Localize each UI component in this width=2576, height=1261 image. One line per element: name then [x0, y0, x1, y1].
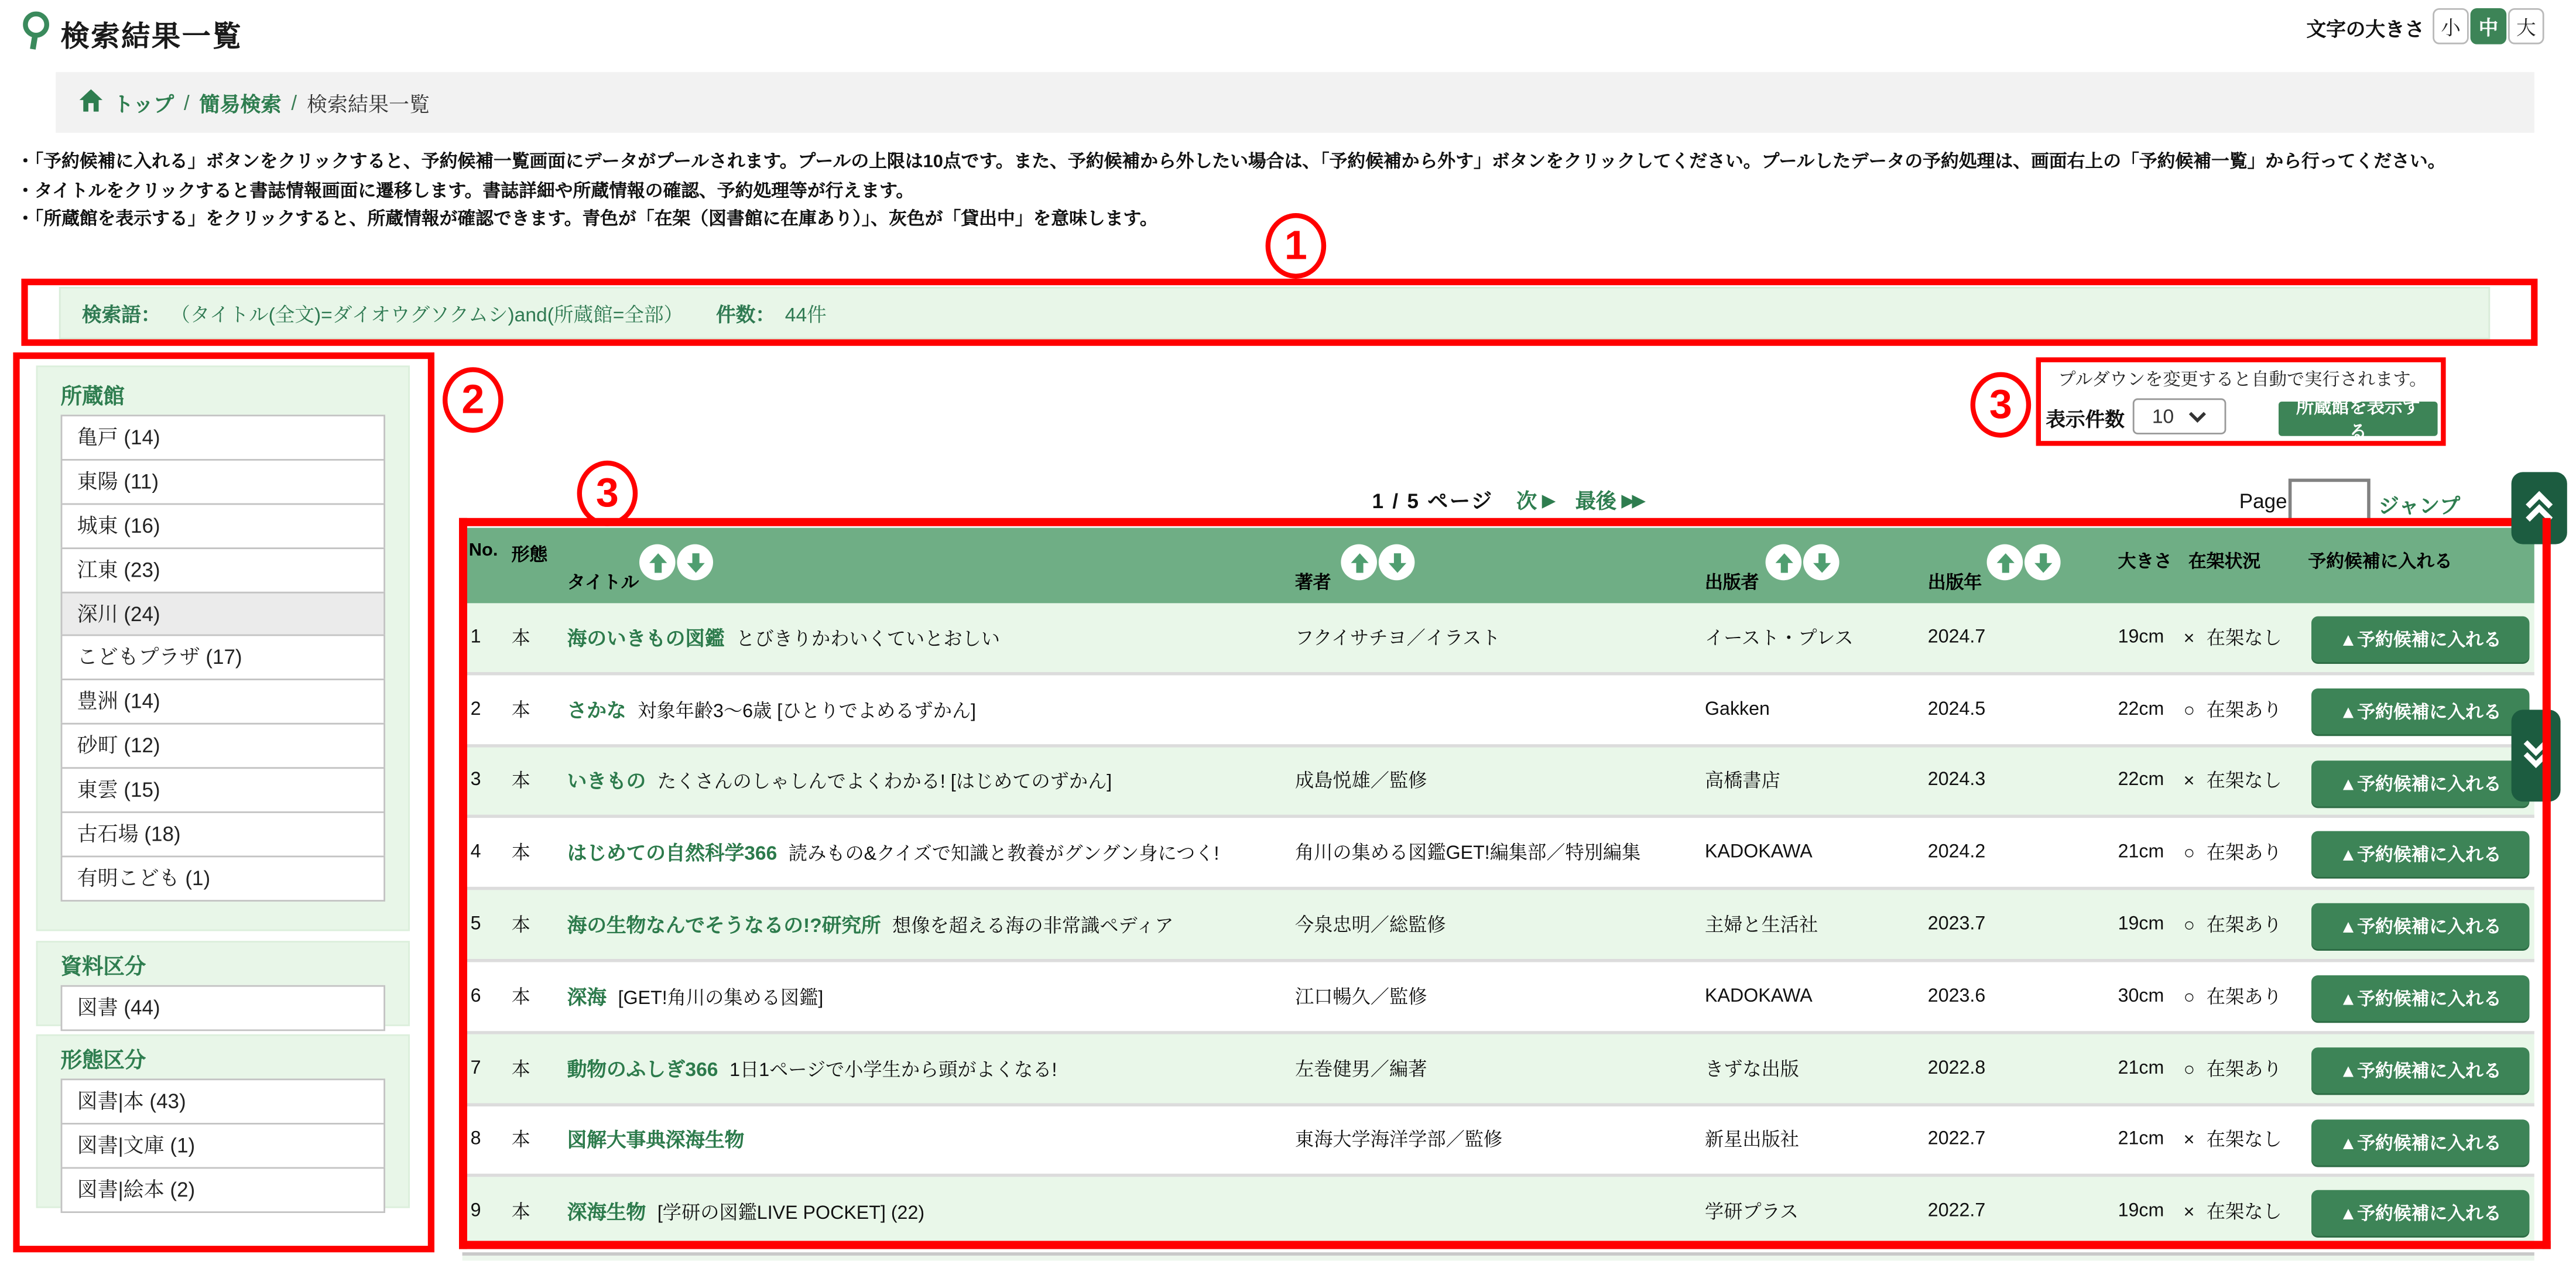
chevron-down-icon: [2188, 405, 2207, 428]
facet-item[interactable]: 図書 (44): [61, 985, 385, 1031]
row-format: 本: [511, 916, 530, 937]
row-year: 2024.7: [1927, 628, 1986, 647]
row-size: 19cm: [2118, 914, 2164, 935]
add-reserve-button[interactable]: ▲予約候補に入れる: [2311, 903, 2529, 949]
pagination: [1372, 485, 1643, 515]
search-query: （タイトル(全文)=ダイオウグソクムシ)and(所蔵館=全部）: [170, 302, 684, 325]
annotation-circle-3b: 3: [577, 461, 638, 526]
add-reserve-button[interactable]: ▲予約候補に入れる: [2311, 1191, 2529, 1236]
sort-publisher-desc-icon[interactable]: [1803, 544, 1839, 581]
row-format: 本: [511, 844, 530, 865]
row-status: [2184, 1127, 2282, 1153]
instruction-line: ・「所蔵館を表示する」をクリックすると、所蔵情報が確認できます。青色が「在架（図書館に在庫あり）」、灰色が「貸出中」を意味します。: [16, 210, 1158, 229]
chevron-double-down-icon: [2520, 730, 2553, 781]
text-size-large-button[interactable]: 大: [2508, 8, 2544, 44]
facet-item[interactable]: 図書|本 (43): [61, 1078, 385, 1124]
add-reserve-button[interactable]: ▲予約候補に入れる: [2311, 975, 2529, 1021]
row-size: 21cm: [2118, 1130, 2164, 1150]
pagination-last-label: 最後: [1575, 490, 1616, 513]
row-status: [2184, 839, 2282, 866]
row-number: 1: [470, 628, 481, 647]
facet-item[interactable]: 図書|文庫 (1): [61, 1123, 385, 1169]
row-size: 21cm: [2118, 842, 2164, 863]
row-format: 本: [511, 1203, 530, 1224]
add-reserve-button[interactable]: ▲予約候補に入れる: [2311, 760, 2529, 806]
title-subtitle: [学研の図鑑LIVE POCKET] (22): [657, 1204, 925, 1224]
sort-author-asc-icon[interactable]: [1341, 544, 1377, 581]
facet-item[interactable]: 図書|絵本 (2): [61, 1167, 385, 1212]
row-status: [2184, 624, 2282, 650]
status-mark: ○: [2183, 1060, 2195, 1080]
row-number: 3: [470, 771, 481, 791]
row-year: 2024.3: [1927, 771, 1986, 791]
pagination-next-link[interactable]: [1516, 485, 1553, 515]
text-size-medium-button[interactable]: 中: [2471, 8, 2507, 44]
col-header-publisher: 出版者: [1705, 574, 1759, 594]
title-link[interactable]: 海の生物なんでそうなるの!?研究所: [567, 914, 881, 937]
title-link[interactable]: いきもの: [567, 770, 646, 794]
breadcrumb-link-top[interactable]: トップ: [113, 92, 174, 116]
row-status: [2184, 1055, 2282, 1081]
status-text: 在架あり: [2206, 1060, 2282, 1080]
row-number: 8: [470, 1130, 481, 1150]
row-year: 2023.7: [1927, 914, 1986, 935]
row-author: フクイサチヨ／イラスト: [1295, 629, 1501, 649]
facet-panel-holding-library: [36, 365, 410, 931]
sort-publisher-asc-icon[interactable]: [1766, 544, 1802, 581]
page-jump-button[interactable]: ジャンプ: [2378, 495, 2461, 518]
row-title-cell: [567, 623, 1000, 652]
col-header-author: 著者: [1295, 574, 1331, 594]
home-icon: [78, 88, 103, 117]
row-year: 2024.2: [1927, 842, 1986, 863]
facet-list: [61, 985, 385, 1031]
annotation-rect-3b-right: [2543, 518, 2551, 1249]
table-header: [463, 528, 2534, 604]
status-text: 在架なし: [2206, 629, 2282, 649]
row-status: [2184, 696, 2282, 722]
row-author: 角川の集める図鑑GET!編集部／特別編集: [1295, 844, 1641, 865]
row-number: 2: [470, 699, 481, 719]
sort-title-desc-icon[interactable]: [677, 544, 713, 581]
row-publisher: きずな出版: [1705, 1060, 1799, 1080]
title-subtitle: 1日1ページで小学生から頭がよくなる!: [729, 1061, 1057, 1081]
breadcrumb-separator: /: [183, 91, 190, 114]
row-publisher: KADOKAWA: [1705, 986, 1813, 1006]
row-title-cell: [567, 911, 1174, 939]
status-text: 在架あり: [2206, 701, 2282, 721]
row-year: 2023.6: [1927, 986, 1986, 1006]
row-status: [2184, 912, 2282, 938]
add-reserve-button[interactable]: ▲予約候補に入れる: [2311, 1047, 2529, 1093]
next-arrow-icon: ▶: [1542, 491, 1553, 511]
col-header-reserve: 予約候補に入れる: [2308, 552, 2452, 573]
row-author: 東海大学海洋学部／監修: [1295, 1132, 1503, 1152]
status-mark: ×: [2183, 629, 2195, 649]
table-row: [463, 962, 2534, 1034]
add-reserve-button[interactable]: ▲予約候補に入れる: [2311, 688, 2529, 734]
title-link[interactable]: 深海: [567, 985, 607, 1009]
last-arrow-icon: ▶▶: [1621, 491, 1643, 511]
result-count-label: 件数：: [716, 302, 776, 325]
facet-item[interactable]: 江東 (23): [61, 547, 385, 592]
col-header-size: 大きさ: [2118, 552, 2172, 573]
facet-item[interactable]: 東雲 (15): [61, 767, 385, 813]
row-status: [2184, 984, 2282, 1010]
status-mark: ○: [2183, 701, 2195, 721]
chevron-double-up-icon: [2521, 484, 2557, 532]
instruction-line: ・タイトルをクリックすると書誌情報画面に遷移します。書誌詳細や所蔵情報の確認、予約処理等が行えます。: [16, 181, 914, 201]
row-format: 本: [511, 1132, 530, 1152]
table-row: [463, 747, 2534, 819]
row-size: 19cm: [2118, 628, 2164, 647]
row-title-cell: [567, 695, 976, 724]
add-reserve-button[interactable]: ▲予約候補に入れる: [2311, 616, 2529, 662]
row-publisher: 新星出版社: [1705, 1132, 1799, 1152]
search-term-label: 検索語：: [82, 302, 161, 325]
title-link[interactable]: さかな: [567, 698, 626, 722]
status-text: 在架あり: [2206, 988, 2282, 1008]
row-format: 本: [511, 701, 530, 721]
annotation-circle-2: 2: [443, 367, 503, 433]
title-subtitle: 想像を超える海の非常識ペディア: [892, 917, 1174, 937]
row-title-cell: [567, 1198, 924, 1226]
page-jump-label: Page: [2239, 490, 2287, 513]
breadcrumb-current: 検索結果一覧: [306, 92, 430, 116]
row-year: 2022.8: [1927, 1058, 1986, 1078]
table-row: [463, 1106, 2534, 1178]
sort-author-desc-icon[interactable]: [1379, 544, 1415, 581]
search-icon: [20, 10, 54, 61]
add-reserve-button[interactable]: ▲予約候補に入れる: [2311, 832, 2529, 878]
title-link[interactable]: 図解大事典深海生物: [567, 1129, 745, 1153]
status-text: 在架なし: [2206, 1132, 2282, 1152]
text-size-small-button[interactable]: 小: [2433, 8, 2469, 44]
status-text: 在架なし: [2206, 773, 2282, 793]
title-subtitle: 対象年齢3～6歳 [ひとりでよめるずかん]: [638, 701, 977, 722]
result-count: 44件: [785, 302, 827, 325]
search-summary-box: [59, 287, 2490, 340]
facet-item[interactable]: 東陽 (11): [61, 459, 385, 505]
title-subtitle: たくさんのしゃしんでよくわかる! [はじめてのずかん]: [657, 773, 1112, 794]
title-subtitle: 読みもの&クイズで知識と教養がグングン身につく!: [788, 845, 1220, 865]
row-author: 左巻健男／編著: [1295, 1060, 1427, 1080]
instructions: [16, 149, 2445, 235]
status-mark: ×: [2183, 1132, 2195, 1152]
annotation-rect-3b-top: [459, 518, 2551, 526]
facet-item[interactable]: 亀戸 (14): [61, 414, 385, 460]
sort-title-asc-icon[interactable]: [639, 544, 676, 581]
title-link[interactable]: 動物のふしぎ366: [567, 1057, 718, 1081]
facet-list: [61, 1078, 385, 1212]
title-subtitle: [GET!角川の集める図鑑]: [618, 989, 824, 1009]
row-title-cell: [567, 982, 823, 1010]
col-header-no: No.: [468, 541, 498, 561]
status-text: 在架あり: [2206, 844, 2282, 865]
page-title: 検索結果一覧: [60, 19, 243, 53]
per-page-value: 10: [2152, 405, 2174, 428]
row-number: 9: [470, 1202, 481, 1222]
text-size-label: 文字の大きさ: [2306, 18, 2425, 41]
row-status: [2184, 768, 2282, 794]
row-size: 22cm: [2118, 699, 2164, 719]
title-link[interactable]: はじめての自然科学366: [567, 842, 777, 865]
row-number: 6: [470, 986, 481, 1006]
breadcrumb-link-simple-search[interactable]: 簡易検索: [199, 92, 282, 116]
facet-title: 形態区分: [60, 1047, 146, 1072]
row-title-cell: [567, 1054, 1057, 1082]
annotation-circle-1: 1: [1266, 213, 1327, 279]
facet-panel-material-type: [36, 941, 410, 1026]
show-holdings-button[interactable]: 所蔵館を表示する: [2279, 402, 2438, 436]
facet-item[interactable]: 有明こども (1): [61, 855, 385, 901]
facet-item[interactable]: 深川 (24): [61, 591, 385, 637]
row-status: [2184, 1199, 2282, 1225]
annotation-circle-3a: 3: [1971, 372, 2032, 438]
scroll-to-top-button[interactable]: [2512, 472, 2567, 544]
row-year: 2022.7: [1927, 1202, 1986, 1222]
facet-item[interactable]: 古石場 (18): [61, 811, 385, 857]
row-publisher: 学研プラス: [1705, 1203, 1799, 1224]
row-year: 2024.5: [1927, 699, 1986, 719]
col-header-format: 形態: [511, 546, 548, 566]
row-format: 本: [511, 629, 530, 649]
add-reserve-button[interactable]: ▲予約候補に入れる: [2311, 1119, 2529, 1164]
status-mark: ×: [2183, 773, 2195, 793]
per-page-select[interactable]: [2133, 398, 2226, 434]
breadcrumb-separator: /: [291, 91, 297, 114]
col-header-title: タイトル: [567, 574, 639, 594]
title-subtitle: とびきりかわいくていとおしい: [736, 630, 1001, 650]
results-table: [463, 528, 2534, 1249]
pagination-current: 1 / 5 ページ: [1372, 490, 1493, 513]
row-publisher: Gakken: [1705, 699, 1770, 719]
row-number: 4: [470, 842, 481, 863]
breadcrumb: [56, 72, 2534, 133]
col-header-year: 出版年: [1927, 574, 1982, 594]
scroll-to-bottom-button[interactable]: [2512, 710, 2561, 801]
row-title-cell: [567, 839, 1220, 867]
facet-title: 所蔵館: [60, 383, 125, 409]
col-header-status: 在架状況: [2188, 552, 2261, 573]
row-number: 7: [470, 1058, 481, 1078]
table-row: [463, 675, 2534, 747]
row-year: 2022.7: [1927, 1130, 1986, 1150]
facet-item[interactable]: 砂町 (12): [61, 723, 385, 769]
status-mark: ○: [2183, 844, 2195, 865]
next-row-sliver: [463, 1253, 2534, 1261]
row-title-cell: [567, 767, 1112, 795]
pulldown-note: プルダウンを変更すると自動で実行されます。: [2058, 370, 2427, 390]
instruction-line: ・「予約候補に入れる」ボタンをクリックすると、予約候補一覧画面にデータがプールされます。プールの上限は10点です。また、予約候補から外したい場合は、「予約候補から外す」ボタンをクリックしてください。プールしたデータの予約処理は、画面右上の「予約候補一覧」から行ってください。: [16, 152, 2446, 172]
row-title-cell: [567, 1126, 756, 1154]
row-format: 本: [511, 988, 530, 1008]
status-text: 在架あり: [2206, 916, 2282, 937]
status-mark: ×: [2183, 1203, 2195, 1224]
title-link[interactable]: 海のいきもの図鑑: [567, 626, 725, 650]
table-rows: [463, 603, 2534, 1249]
table-row: [463, 890, 2534, 962]
sort-year-desc-icon[interactable]: [2025, 544, 2061, 581]
page-jump-input[interactable]: [2289, 479, 2371, 523]
sort-year-asc-icon[interactable]: [1987, 544, 2023, 581]
pagination-last-link[interactable]: [1575, 485, 1643, 515]
facet-list: [61, 414, 385, 901]
row-number: 5: [470, 914, 481, 935]
row-publisher: イースト・プレス: [1705, 629, 1854, 649]
row-size: 30cm: [2118, 986, 2164, 1006]
status-mark: ○: [2183, 988, 2195, 1008]
facet-item[interactable]: こどもプラザ (17): [61, 635, 385, 681]
status-text: 在架なし: [2206, 1203, 2282, 1224]
row-author: 今泉忠明／総監修: [1295, 916, 1446, 937]
row-size: 19cm: [2118, 1202, 2164, 1222]
page-header: [20, 10, 243, 61]
row-publisher: 高橋書店: [1705, 773, 1780, 793]
facet-title: 資料区分: [60, 954, 146, 979]
row-publisher: 主婦と生活社: [1705, 916, 1818, 937]
row-size: 22cm: [2118, 771, 2164, 791]
pagination-next-label: 次: [1516, 490, 1537, 513]
status-mark: ○: [2183, 916, 2195, 937]
table-row: [463, 1034, 2534, 1106]
row-size: 21cm: [2118, 1058, 2164, 1078]
table-row: [463, 1177, 2534, 1249]
row-author: 江口暢久／監修: [1295, 988, 1427, 1008]
per-page-label: 表示件数: [2046, 408, 2125, 431]
row-publisher: KADOKAWA: [1705, 842, 1813, 863]
table-row: [463, 603, 2534, 675]
facet-item[interactable]: 豊洲 (14): [61, 679, 385, 725]
title-link[interactable]: 深海生物: [567, 1201, 646, 1224]
facet-item[interactable]: 城東 (16): [61, 503, 385, 549]
row-format: 本: [511, 1060, 530, 1080]
table-row: [463, 818, 2534, 890]
row-author: 成島悦雄／監修: [1295, 773, 1427, 793]
row-format: 本: [511, 773, 530, 793]
facet-panel-format-type: [36, 1034, 410, 1208]
